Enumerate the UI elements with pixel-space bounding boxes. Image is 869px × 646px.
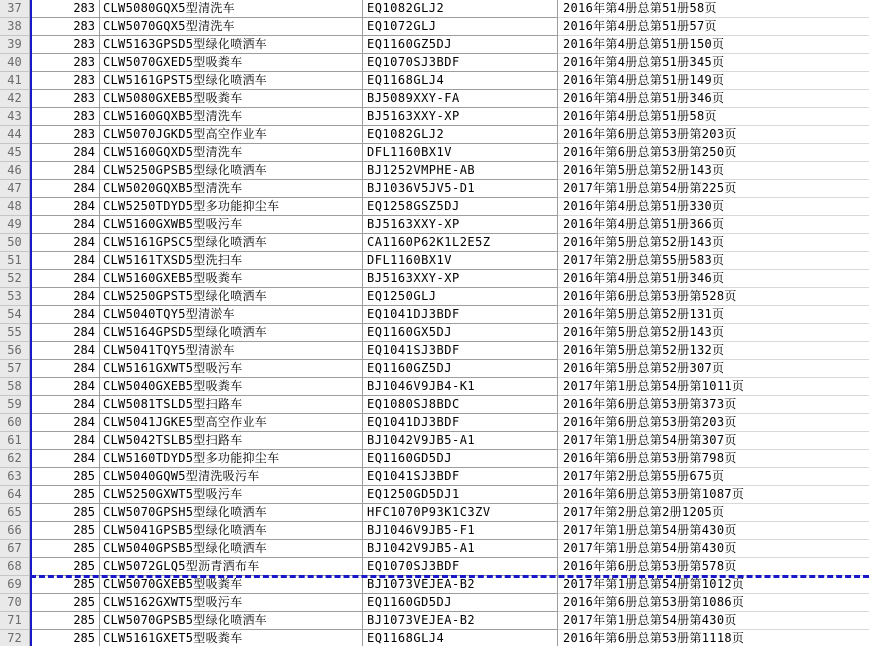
- table-row: [0, 450, 869, 468]
- seq-cell[interactable]: 285: [30, 540, 100, 558]
- row-number-cell[interactable]: 44: [0, 126, 30, 144]
- row-number-cell[interactable]: 45: [0, 144, 30, 162]
- chassis-code-cell[interactable]: EQ1250GD5DJ1: [363, 486, 558, 504]
- reference-cell[interactable]: 2016年第6册总第53册第373页: [558, 396, 869, 414]
- row-number-cell[interactable]: 71: [0, 612, 30, 630]
- table-row: [0, 126, 869, 144]
- table-row: [0, 72, 869, 90]
- seq-cell[interactable]: 284: [30, 450, 100, 468]
- chassis-code-cell[interactable]: BJ1073VEJEA-B2: [363, 612, 558, 630]
- chassis-code-cell[interactable]: EQ1258GSZ5DJ: [363, 198, 558, 216]
- table-row: [0, 414, 869, 432]
- table-row: [0, 144, 869, 162]
- chassis-code-cell[interactable]: BJ5089XXY-FA: [363, 90, 558, 108]
- row-number-cell[interactable]: 41: [0, 72, 30, 90]
- reference-cell[interactable]: 2017年第1册总第54册第430页: [558, 612, 869, 630]
- vehicle-name-cell[interactable]: CLW5161GXWT5型吸污车: [100, 360, 363, 378]
- chassis-code-cell[interactable]: EQ1160GZ5DJ: [363, 36, 558, 54]
- reference-cell[interactable]: 2017年第2册总第55册583页: [558, 252, 869, 270]
- reference-cell[interactable]: 2016年第6册总第53册第798页: [558, 450, 869, 468]
- table-row: [0, 54, 869, 72]
- chassis-code-cell[interactable]: BJ1042V9JB5-A1: [363, 432, 558, 450]
- chassis-code-cell[interactable]: BJ5163XXY-XP: [363, 216, 558, 234]
- seq-cell[interactable]: 285: [30, 612, 100, 630]
- table-row: [0, 18, 869, 36]
- chassis-code-cell[interactable]: EQ1082GLJ2: [363, 126, 558, 144]
- row-number-cell[interactable]: 62: [0, 450, 30, 468]
- table-row: [0, 630, 869, 646]
- seq-cell[interactable]: 283: [30, 90, 100, 108]
- row-number-cell[interactable]: 58: [0, 378, 30, 396]
- seq-cell[interactable]: 284: [30, 396, 100, 414]
- table-row: [0, 324, 869, 342]
- row-number-cell[interactable]: 57: [0, 360, 30, 378]
- row-number-cell[interactable]: 60: [0, 414, 30, 432]
- reference-cell[interactable]: 2016年第4册总第51册346页: [558, 270, 869, 288]
- seq-cell[interactable]: 284: [30, 288, 100, 306]
- row-number-cell[interactable]: 63: [0, 468, 30, 486]
- vertical-page-break-line: [30, 0, 32, 646]
- row-number-cell[interactable]: 49: [0, 216, 30, 234]
- seq-cell[interactable]: 284: [30, 180, 100, 198]
- chassis-code-cell[interactable]: HFC1070P93K1C3ZV: [363, 504, 558, 522]
- table-row: [0, 612, 869, 630]
- table-row: [0, 0, 869, 18]
- seq-cell[interactable]: 284: [30, 432, 100, 450]
- vehicle-name-cell[interactable]: CLW5072GLQ5型沥青洒布车: [100, 558, 363, 576]
- vehicle-name-cell[interactable]: CLW5161GPSC5型绿化喷洒车: [100, 234, 363, 252]
- seq-cell[interactable]: 283: [30, 36, 100, 54]
- seq-cell[interactable]: 284: [30, 306, 100, 324]
- seq-cell[interactable]: 284: [30, 252, 100, 270]
- row-number-cell[interactable]: 47: [0, 180, 30, 198]
- row-number-cell[interactable]: 70: [0, 594, 30, 612]
- vehicle-name-cell[interactable]: CLW5080GQX5型清洗车: [100, 0, 363, 18]
- table-row: [0, 342, 869, 360]
- reference-cell[interactable]: 2016年第5册总第52册132页: [558, 342, 869, 360]
- reference-cell[interactable]: 2016年第6册总第53册第203页: [558, 414, 869, 432]
- chassis-code-cell[interactable]: BJ1073VEJEA-B2: [363, 576, 558, 594]
- horizontal-page-break-line: [30, 575, 869, 578]
- chassis-code-cell[interactable]: CA1160P62K1L2E5Z: [363, 234, 558, 252]
- chassis-code-cell[interactable]: DFL1160BX1V: [363, 144, 558, 162]
- vehicle-name-cell[interactable]: CLW5070GQX5型清洗车: [100, 18, 363, 36]
- reference-cell[interactable]: 2016年第4册总第51册345页: [558, 54, 869, 72]
- table-row: [0, 288, 869, 306]
- reference-cell[interactable]: 2016年第6册总第53册第1087页: [558, 486, 869, 504]
- table-row: [0, 576, 869, 594]
- row-number-cell[interactable]: 54: [0, 306, 30, 324]
- row-number-cell[interactable]: 55: [0, 324, 30, 342]
- chassis-code-cell[interactable]: DFL1160BX1V: [363, 252, 558, 270]
- chassis-code-cell[interactable]: EQ1082GLJ2: [363, 0, 558, 18]
- table-row: [0, 486, 869, 504]
- chassis-code-cell[interactable]: EQ1168GLJ4: [363, 630, 558, 646]
- reference-cell[interactable]: 2016年第5册总第52册131页: [558, 306, 869, 324]
- row-number-cell[interactable]: 53: [0, 288, 30, 306]
- vehicle-name-cell[interactable]: CLW5161GPST5型绿化喷洒车: [100, 72, 363, 90]
- vehicle-name-cell[interactable]: CLW5070GXED5型吸粪车: [100, 54, 363, 72]
- row-number-cell[interactable]: 48: [0, 198, 30, 216]
- reference-cell[interactable]: 2016年第6册总第53册第1118页: [558, 630, 869, 646]
- reference-cell[interactable]: 2016年第4册总第51册57页: [558, 18, 869, 36]
- chassis-code-cell[interactable]: BJ1252VMPHE-AB: [363, 162, 558, 180]
- vehicle-name-cell[interactable]: CLW5160TDYD5型多功能抑尘车: [100, 450, 363, 468]
- row-number-cell[interactable]: 67: [0, 540, 30, 558]
- row-number-cell[interactable]: 51: [0, 252, 30, 270]
- vehicle-name-cell[interactable]: CLW5041JGKE5型高空作业车: [100, 414, 363, 432]
- chassis-code-cell[interactable]: EQ1041DJ3BDF: [363, 414, 558, 432]
- reference-cell[interactable]: 2016年第4册总第51册330页: [558, 198, 869, 216]
- row-number-cell[interactable]: 42: [0, 90, 30, 108]
- chassis-code-cell[interactable]: EQ1080SJ8BDC: [363, 396, 558, 414]
- chassis-code-cell[interactable]: EQ1160GD5DJ: [363, 594, 558, 612]
- seq-cell[interactable]: 283: [30, 108, 100, 126]
- chassis-code-cell[interactable]: BJ5163XXY-XP: [363, 108, 558, 126]
- table-row: [0, 108, 869, 126]
- chassis-code-cell[interactable]: BJ1046V9JB4-K1: [363, 378, 558, 396]
- vehicle-name-cell[interactable]: CLW5040GQW5型清洗吸污车: [100, 468, 363, 486]
- seq-cell[interactable]: 284: [30, 198, 100, 216]
- vehicle-name-cell[interactable]: CLW5160GQXD5型清洗车: [100, 144, 363, 162]
- vehicle-name-cell[interactable]: CLW5042TSLB5型扫路车: [100, 432, 363, 450]
- chassis-code-cell[interactable]: EQ1041SJ3BDF: [363, 468, 558, 486]
- row-number-cell[interactable]: 69: [0, 576, 30, 594]
- vehicle-name-cell[interactable]: CLW5160GXWB5型吸污车: [100, 216, 363, 234]
- table-row: [0, 198, 869, 216]
- table-row: [0, 594, 869, 612]
- row-number-cell[interactable]: 72: [0, 630, 30, 646]
- seq-cell[interactable]: 284: [30, 144, 100, 162]
- vehicle-name-cell[interactable]: CLW5080GXEB5型吸粪车: [100, 90, 363, 108]
- vehicle-name-cell[interactable]: CLW5250GXWT5型吸污车: [100, 486, 363, 504]
- vehicle-name-cell[interactable]: CLW5161TXSD5型洗扫车: [100, 252, 363, 270]
- row-number-cell[interactable]: 37: [0, 0, 30, 18]
- vehicle-name-cell[interactable]: CLW5020GQXB5型清洗车: [100, 180, 363, 198]
- vehicle-name-cell[interactable]: CLW5070GXEB5型吸粪车: [100, 576, 363, 594]
- seq-cell[interactable]: 284: [30, 270, 100, 288]
- vehicle-name-cell[interactable]: CLW5164GPSD5型绿化喷洒车: [100, 324, 363, 342]
- seq-cell[interactable]: 284: [30, 342, 100, 360]
- vehicle-name-cell[interactable]: CLW5041TQY5型清淤车: [100, 342, 363, 360]
- table-row: [0, 558, 869, 576]
- reference-cell[interactable]: 2016年第5册总第52册143页: [558, 234, 869, 252]
- table-row: [0, 306, 869, 324]
- table-row: [0, 180, 869, 198]
- vehicle-name-cell[interactable]: CLW5160GXEB5型吸粪车: [100, 270, 363, 288]
- row-number-cell[interactable]: 43: [0, 108, 30, 126]
- chassis-code-cell[interactable]: EQ1160GZ5DJ: [363, 360, 558, 378]
- row-number-cell[interactable]: 52: [0, 270, 30, 288]
- chassis-code-cell[interactable]: EQ1041SJ3BDF: [363, 342, 558, 360]
- seq-cell[interactable]: 285: [30, 594, 100, 612]
- reference-cell[interactable]: 2017年第1册总第54册第1011页: [558, 378, 869, 396]
- reference-cell[interactable]: 2016年第4册总第51册58页: [558, 0, 869, 18]
- table-row: [0, 234, 869, 252]
- seq-cell[interactable]: 284: [30, 378, 100, 396]
- vehicle-name-cell[interactable]: CLW5070GPSB5型绿化喷洒车: [100, 612, 363, 630]
- seq-cell[interactable]: 285: [30, 558, 100, 576]
- vehicle-name-cell[interactable]: CLW5070JGKD5型高空作业车: [100, 126, 363, 144]
- table-row: [0, 540, 869, 558]
- reference-cell[interactable]: 2017年第1册总第54册第1012页: [558, 576, 869, 594]
- reference-cell[interactable]: 2016年第4册总第51册58页: [558, 108, 869, 126]
- chassis-code-cell[interactable]: EQ1168GLJ4: [363, 72, 558, 90]
- vehicle-name-cell[interactable]: CLW5040TQY5型清淤车: [100, 306, 363, 324]
- table-row: [0, 270, 869, 288]
- chassis-code-cell[interactable]: BJ1042V9JB5-A1: [363, 540, 558, 558]
- seq-cell[interactable]: 284: [30, 234, 100, 252]
- reference-cell[interactable]: 2017年第2册总第2册1205页: [558, 504, 869, 522]
- seq-cell[interactable]: 283: [30, 18, 100, 36]
- table-row: [0, 378, 869, 396]
- reference-cell[interactable]: 2017年第2册总第55册675页: [558, 468, 869, 486]
- seq-cell[interactable]: 283: [30, 54, 100, 72]
- seq-cell[interactable]: 284: [30, 162, 100, 180]
- vehicle-name-cell[interactable]: CLW5162GXWT5型吸污车: [100, 594, 363, 612]
- table-row: [0, 432, 869, 450]
- table-row: [0, 504, 869, 522]
- row-number-cell[interactable]: 64: [0, 486, 30, 504]
- reference-cell[interactable]: 2017年第1册总第54册第225页: [558, 180, 869, 198]
- seq-cell[interactable]: 285: [30, 468, 100, 486]
- row-number-cell[interactable]: 40: [0, 54, 30, 72]
- seq-cell[interactable]: 283: [30, 72, 100, 90]
- vehicle-name-cell[interactable]: CLW5250TDYD5型多功能抑尘车: [100, 198, 363, 216]
- seq-cell[interactable]: 284: [30, 216, 100, 234]
- reference-cell[interactable]: 2017年第1册总第54册第307页: [558, 432, 869, 450]
- reference-cell[interactable]: 2017年第1册总第54册第430页: [558, 522, 869, 540]
- row-number-cell[interactable]: 46: [0, 162, 30, 180]
- chassis-code-cell[interactable]: EQ1160GX5DJ: [363, 324, 558, 342]
- reference-cell[interactable]: 2016年第4册总第51册366页: [558, 216, 869, 234]
- table-row: [0, 396, 869, 414]
- row-number-cell[interactable]: 50: [0, 234, 30, 252]
- seq-cell[interactable]: 285: [30, 630, 100, 646]
- seq-cell[interactable]: 285: [30, 576, 100, 594]
- reference-cell[interactable]: 2016年第6册总第53册第528页: [558, 288, 869, 306]
- chassis-code-cell[interactable]: BJ1046V9JB5-F1: [363, 522, 558, 540]
- chassis-code-cell[interactable]: EQ1160GD5DJ: [363, 450, 558, 468]
- vehicle-name-cell[interactable]: CLW5163GPSD5型绿化喷洒车: [100, 36, 363, 54]
- vehicle-name-cell[interactable]: CLW5070GPSH5型绿化喷洒车: [100, 504, 363, 522]
- vehicle-name-cell[interactable]: CLW5040GXEB5型吸粪车: [100, 378, 363, 396]
- reference-cell[interactable]: 2016年第4册总第51册150页: [558, 36, 869, 54]
- reference-cell[interactable]: 2016年第6册总第53册第1086页: [558, 594, 869, 612]
- vehicle-name-cell[interactable]: CLW5041GPSB5型绿化喷洒车: [100, 522, 363, 540]
- chassis-code-cell[interactable]: BJ5163XXY-XP: [363, 270, 558, 288]
- table-row: [0, 468, 869, 486]
- reference-cell[interactable]: 2016年第6册总第53册第250页: [558, 144, 869, 162]
- row-number-cell[interactable]: 66: [0, 522, 30, 540]
- table-row: [0, 360, 869, 378]
- seq-cell[interactable]: 285: [30, 486, 100, 504]
- vehicle-name-cell[interactable]: CLW5250GPSB5型绿化喷洒车: [100, 162, 363, 180]
- seq-cell[interactable]: 284: [30, 360, 100, 378]
- table-row: [0, 522, 869, 540]
- chassis-code-cell[interactable]: EQ1070SJ3BDF: [363, 54, 558, 72]
- row-number-cell[interactable]: 65: [0, 504, 30, 522]
- vehicle-name-cell[interactable]: CLW5250GPST5型绿化喷洒车: [100, 288, 363, 306]
- table-row: [0, 216, 869, 234]
- row-number-cell[interactable]: 39: [0, 36, 30, 54]
- chassis-code-cell[interactable]: EQ1250GLJ: [363, 288, 558, 306]
- reference-cell[interactable]: 2016年第4册总第51册149页: [558, 72, 869, 90]
- row-number-cell[interactable]: 38: [0, 18, 30, 36]
- seq-cell[interactable]: 284: [30, 324, 100, 342]
- row-number-cell[interactable]: 56: [0, 342, 30, 360]
- vehicle-name-cell[interactable]: CLW5081TSLD5型扫路车: [100, 396, 363, 414]
- chassis-code-cell[interactable]: EQ1072GLJ: [363, 18, 558, 36]
- reference-cell[interactable]: 2016年第5册总第52册143页: [558, 324, 869, 342]
- table-row: [0, 90, 869, 108]
- chassis-code-cell[interactable]: BJ1036V5JV5-D1: [363, 180, 558, 198]
- reference-cell[interactable]: 2017年第1册总第54册第430页: [558, 540, 869, 558]
- reference-cell[interactable]: 2016年第4册总第51册346页: [558, 90, 869, 108]
- seq-cell[interactable]: 284: [30, 414, 100, 432]
- vehicle-name-cell[interactable]: CLW5040GPSB5型绿化喷洒车: [100, 540, 363, 558]
- row-number-cell[interactable]: 61: [0, 432, 30, 450]
- reference-cell[interactable]: 2016年第5册总第52册307页: [558, 360, 869, 378]
- seq-cell[interactable]: 285: [30, 522, 100, 540]
- row-number-cell[interactable]: 59: [0, 396, 30, 414]
- chassis-code-cell[interactable]: EQ1041DJ3BDF: [363, 306, 558, 324]
- chassis-code-cell[interactable]: EQ1070SJ3BDF: [363, 558, 558, 576]
- reference-cell[interactable]: 2016年第5册总第52册143页: [558, 162, 869, 180]
- vehicle-name-cell[interactable]: CLW5160GQXB5型清洗车: [100, 108, 363, 126]
- table-row: [0, 162, 869, 180]
- reference-cell[interactable]: 2016年第6册总第53册第203页: [558, 126, 869, 144]
- seq-cell[interactable]: 285: [30, 504, 100, 522]
- table-row: [0, 36, 869, 54]
- seq-cell[interactable]: 283: [30, 126, 100, 144]
- row-number-cell[interactable]: 68: [0, 558, 30, 576]
- reference-cell[interactable]: 2016年第6册总第53册第578页: [558, 558, 869, 576]
- seq-cell[interactable]: 283: [30, 0, 100, 18]
- vehicle-name-cell[interactable]: CLW5161GXET5型吸粪车: [100, 630, 363, 646]
- table-row: [0, 252, 869, 270]
